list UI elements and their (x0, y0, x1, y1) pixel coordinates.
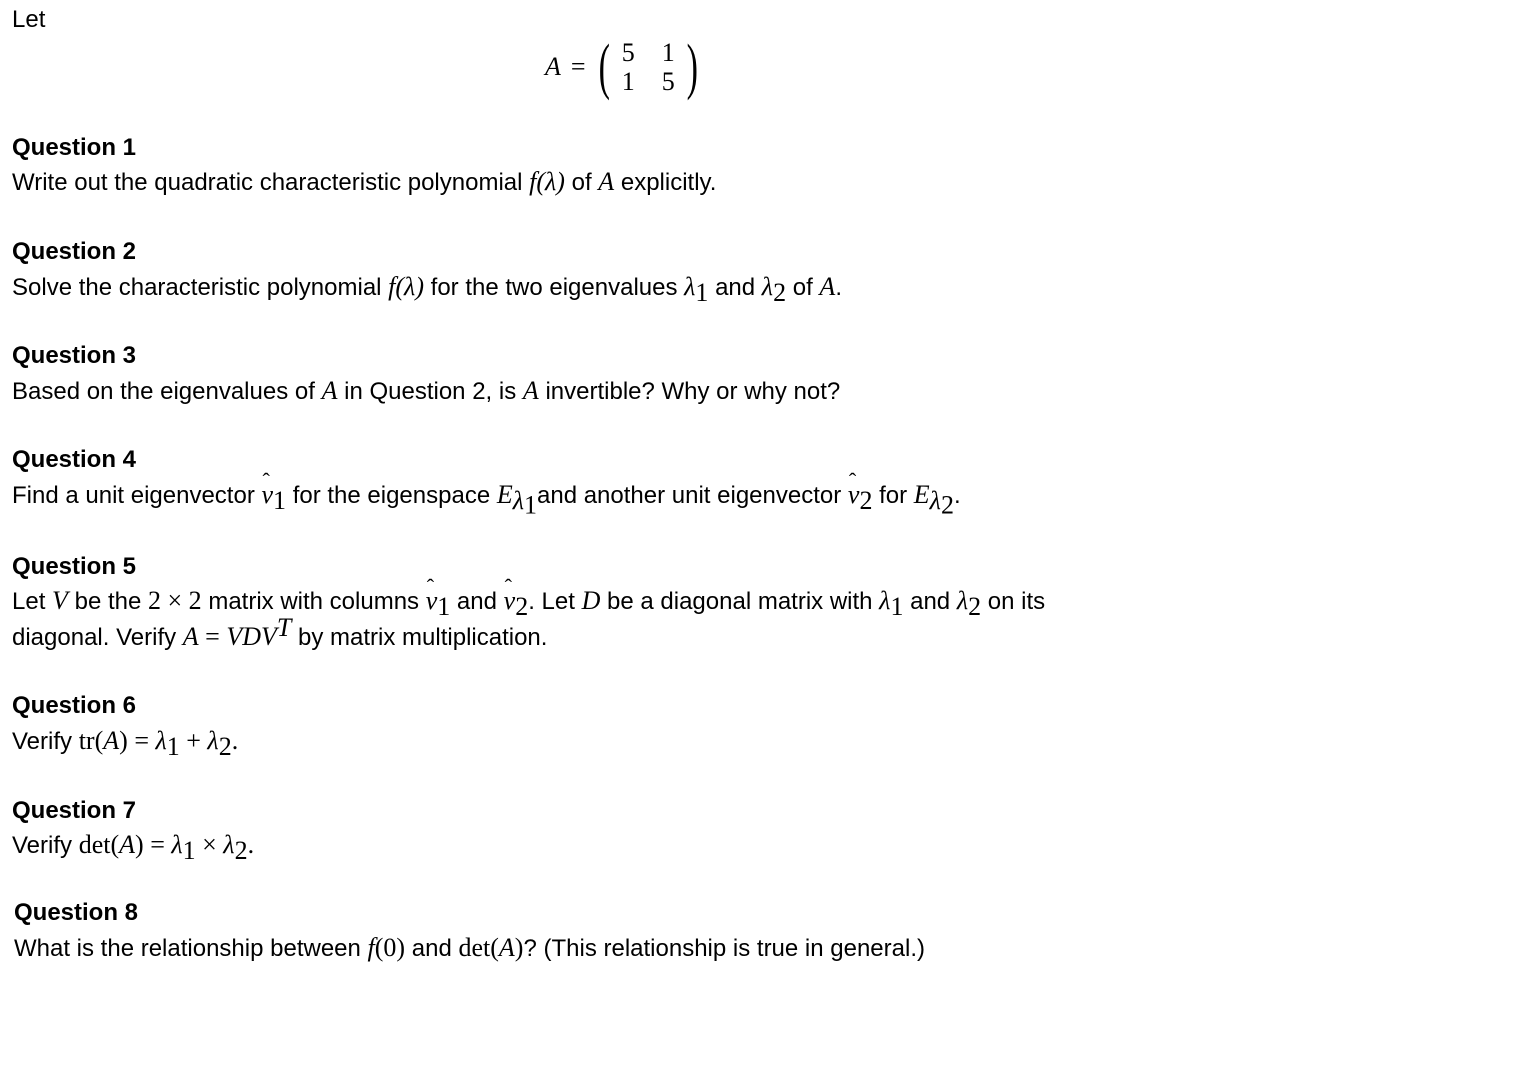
question-8-heading: Question 8 (14, 899, 139, 926)
v-hat-symbol: ˆ v (261, 480, 273, 510)
question-5-text-line-2: diagonal. Verify $A = VDV^T$ by matrix multiplication. (12, 613, 548, 651)
matrix-grid (608, 38, 688, 96)
question-6-heading: Question 6 (12, 692, 137, 719)
matrix-cell: 1 (661, 38, 675, 67)
question-1-text: Write out the quadratic characteristic polynomial f(λ) of A explicitly. (12, 167, 717, 196)
question-4-heading: Question 4 (12, 446, 137, 473)
question-2-text: Solve the characteristic polynomial f(λ) for the two eigenvalues $\lambda_1$ and $\lambda_2$ of A. (12, 272, 842, 307)
question-2-heading: Question 2 (12, 238, 137, 265)
matrix-symbol: A (545, 52, 561, 81)
question-1-heading: Question 1 (12, 134, 137, 161)
equals-sign: = (570, 52, 586, 81)
right-paren: ) (686, 33, 699, 101)
question-7-text: Verify $\det(A) = \lambda_1 \times \lambda_2$. (12, 830, 255, 865)
intro-let: Let (12, 6, 46, 33)
question-3-heading: Question 3 (12, 342, 137, 369)
matrix-cell: 1 (621, 67, 635, 96)
question-3-text: Based on the eigenvalues of A in Question 2, is A invertible? Why or why not? (12, 376, 841, 405)
v-hat-symbol: ˆ v (504, 586, 516, 616)
matrix-cell: 5 (661, 67, 675, 96)
matrix-cell: 5 (621, 38, 635, 67)
matrix-a-definition (545, 33, 703, 101)
v-hat-symbol: ˆ v (426, 586, 438, 616)
question-5-text-line-1: Let V be the 2 × 2 matrix with columns ˆ $v_1$ and ˆ $v_2$. Let D be a diagonal matrix with $\lambda_1$ and $\lambda_2$ on its (12, 586, 1045, 617)
question-4-text: Find a unit eigenvector ˆ $v_1$ for the eigenspace $E_{\lambda_1}and$ another unit eigenvector ˆ $v_2$ for $E_{\lambda_2}$. (12, 480, 961, 511)
question-8-text: What is the relationship between f(0) and det(A)? (This relationship is true in general.) (14, 933, 925, 962)
v-hat-symbol: ˆ v (848, 480, 860, 510)
left-paren: ( (598, 33, 610, 101)
question-5-heading: Question 5 (12, 553, 137, 580)
question-7-heading: Question 7 (12, 797, 137, 824)
question-6-text: Verify $tr(A) = \lambda_1 + \lambda_2$. (12, 726, 239, 761)
